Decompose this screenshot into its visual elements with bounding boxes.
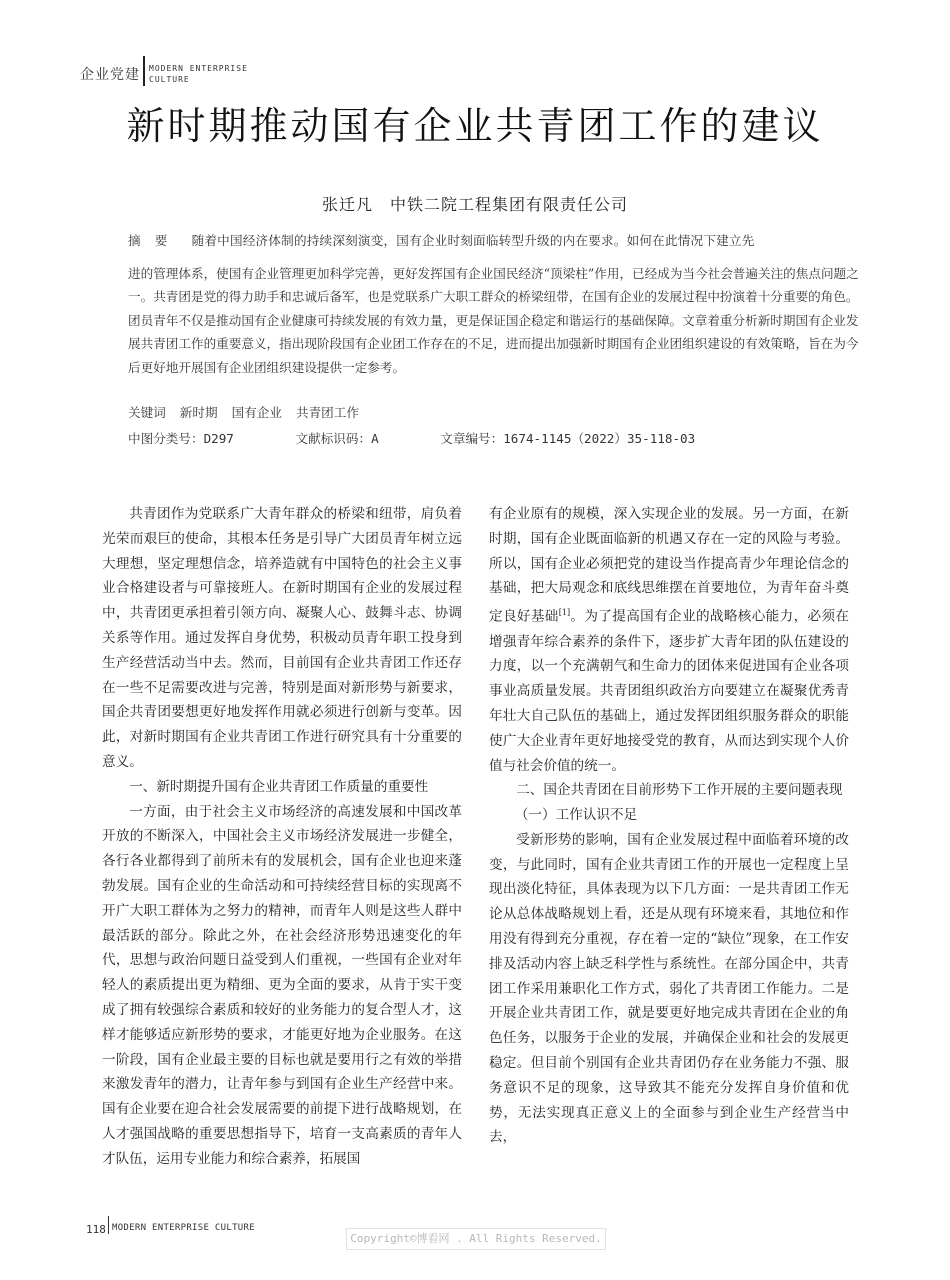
abstract-first-text: 随着中国经济体制的持续深刻演变，国有企业时刻面临转型升级的内在要求。如何在此情况下建立先 (191, 233, 755, 248)
body-column-left (102, 502, 462, 1172)
article-number: 文章编号：1674-1145（2022）35-118-03 (440, 431, 696, 446)
section-heading: 一、新时期提升国有企业共青团工作质量的重要性 (129, 778, 429, 795)
classification-meta (128, 428, 749, 447)
reference-mark[interactable]: [1] (558, 608, 571, 618)
paragraph: 一方面，由于社会主义市场经济的高速发展和中国改革开放的不断深入，中国社会主义市场经济发展进一步健全，各行各业都得到了前所未有的发展机会，国有企业也迎来蓬勃发展。国有企业的生命活动和可持续经营目标的实现离不开广大职工群体为之努力的精神，而青年人则是这些人群中最活跃的部分。除此之外，在社会经济形势迅速变化的年代，思想与政治问题日益受到人们重视，一些国有企业对年轻人的素质提出更为精细、更为全面的要求，从肯于实干变成了拥有较强综合素质和较好的业务能力的复合型人才，这样才能够适应新形势的要求，才能更好地为企业服务。在这一阶段，国有企业最主要的目标也就是要用行之有效的举措来激发青年的潜力，让青年参与到国有企业生产经营中来。国有企业要在迎合社会发展需要的前提下进行战略规划，在人才强国战略的重要思想指导下，培育一支高素质的青年人才队伍，运用专业能力和综合素养，拓展国 (102, 803, 462, 1167)
footer-divider (108, 1216, 109, 1234)
body-column-right (489, 502, 849, 1150)
keyword: 新时期 (179, 405, 218, 420)
keywords (128, 402, 369, 421)
abstract-body: 进的管理体系，使国有企业管理更加科学完善，更好发挥国有企业国民经济“顶梁柱”作用，已经成为当今社会普遍关注的焦点问题之一。共青团是党的得力助手和忠诚后备军，也是党联系广大职工群众的桥梁纽带，在国有企业的发展过程中扮演着十分重要的角色。团员青年不仅是推动国有企业健康可持续发展的有效力量，更是保证国企稳定和谐运行的基础保障。文章着重分析新时期国有企业发展共青团工作的重要意义，指出现阶段国有企业团工作存在的不足，进而提出加强新时期国有企业团组织建设的有效策略，旨在为今后更好地开展国有企业团组织建设提供一定参考。 (128, 265, 859, 375)
header-divider (143, 56, 145, 86)
abstract (128, 229, 868, 379)
keyword: 国有企业 (231, 405, 282, 420)
clc-number: 中图分类号：D297 (128, 431, 234, 446)
copyright-watermark: Copyright©博看网 . All Rights Reserved. (346, 1228, 606, 1250)
paragraph: 受新形势的影响，国有企业发展过程中面临着环境的改变，与此同时，国有企业共青团工作的开展也一定程度上呈现出淡化特征，具体表现为以下几方面：一是共青团工作无论从总体战略规划上看，还是从现有环境来看，其地位和作用没有得到充分重视，存在着一定的“缺位”现象，在工作安排及活动内容上缺乏科学性与系统性。在部分国企中，共青团工作采用兼职化工作方式，弱化了共青团工作能力。二是开展企业共青团工作，就是要更好地完成共青团在企业的角色任务，以服务于企业的发展，并确保企业和社会的发展更稳定。但目前个别国有企业共青团仍存在业务能力不强、服务意识不足的现象，这导致其不能充分发挥自身价值和优势，无法实现真正意义上的全面参与到企业生产经营当中去， (489, 831, 849, 1146)
footer-journal-name: MODERN ENTERPRISE CULTURE (112, 1223, 255, 1233)
keyword: 共青团工作 (295, 405, 359, 420)
page-number: 118 (86, 1223, 106, 1236)
doc-code: 文献标识码：A (295, 431, 379, 446)
paragraph: 有企业原有的规模，深入实现企业的发展。另一方面，在新时期，国有企业既面临新的机遇又存在一定的风险与考验。所以，国有企业必须把党的建设当作提高青少年理论信念的基础，把大局观念和底线思维摆在首要地位，为青年奋斗奠定良好基础[1]。为了提高国有企业的战略核心能力，必须在增强青年综合素养的条件下，逐步扩大青年团的队伍建设的力度，以一个充满朝气和生命力的团体来促进国有企业各项事业高质量发展。共青团组织政治方向要建立在凝聚优秀青年壮大自己队伍的基础上，通过发挥团组织服务群众的职能使广大企业青年更好地接受党的教育，从而达到实现个人价值与社会价值的统一。 (489, 506, 850, 774)
abstract-label: 摘 要 (128, 233, 168, 248)
subsection-heading: （一）工作认识不足 (514, 807, 638, 824)
author-line: 张迁凡 中铁二院工程集团有限责任公司 (321, 195, 628, 214)
keywords-label: 关键词 (128, 405, 166, 420)
column-label: 企业党建 (80, 67, 140, 83)
paragraph: 共青团作为党联系广大青年群众的桥梁和纽带，肩负着光荣而艰巨的使命，其根本任务是引导广大团员青年树立远大理想，坚定理想信念，培养造就有中国特色的社会主义事业合格建设者与可靠接班人。在新时期国有企业的发展过程中，共青团更承担着引领方向、凝聚人心、鼓舞斗志、协调关系等作用。通过发挥自身优势，积极动员青年职工投身到生产经营活动当中去。然而，目前国有企业共青团工作还存在一些不足需要改进与完善，特别是面对新形势与新要求，国企共青团要想更好地发挥作用就必须进行创新与变革。因此，对新时期国有企业共青团工作进行研究具有十分重要的意义。 (102, 506, 462, 770)
column-label-en: MODERN ENTERPRISE CULTURE (149, 64, 248, 84)
section-heading: 二、国企共青团在目前形势下工作开展的主要问题表现 (516, 782, 843, 799)
abstract-first-line (128, 229, 868, 253)
article-title: 新时期推动国有企业共青团工作的建议 (126, 104, 824, 148)
